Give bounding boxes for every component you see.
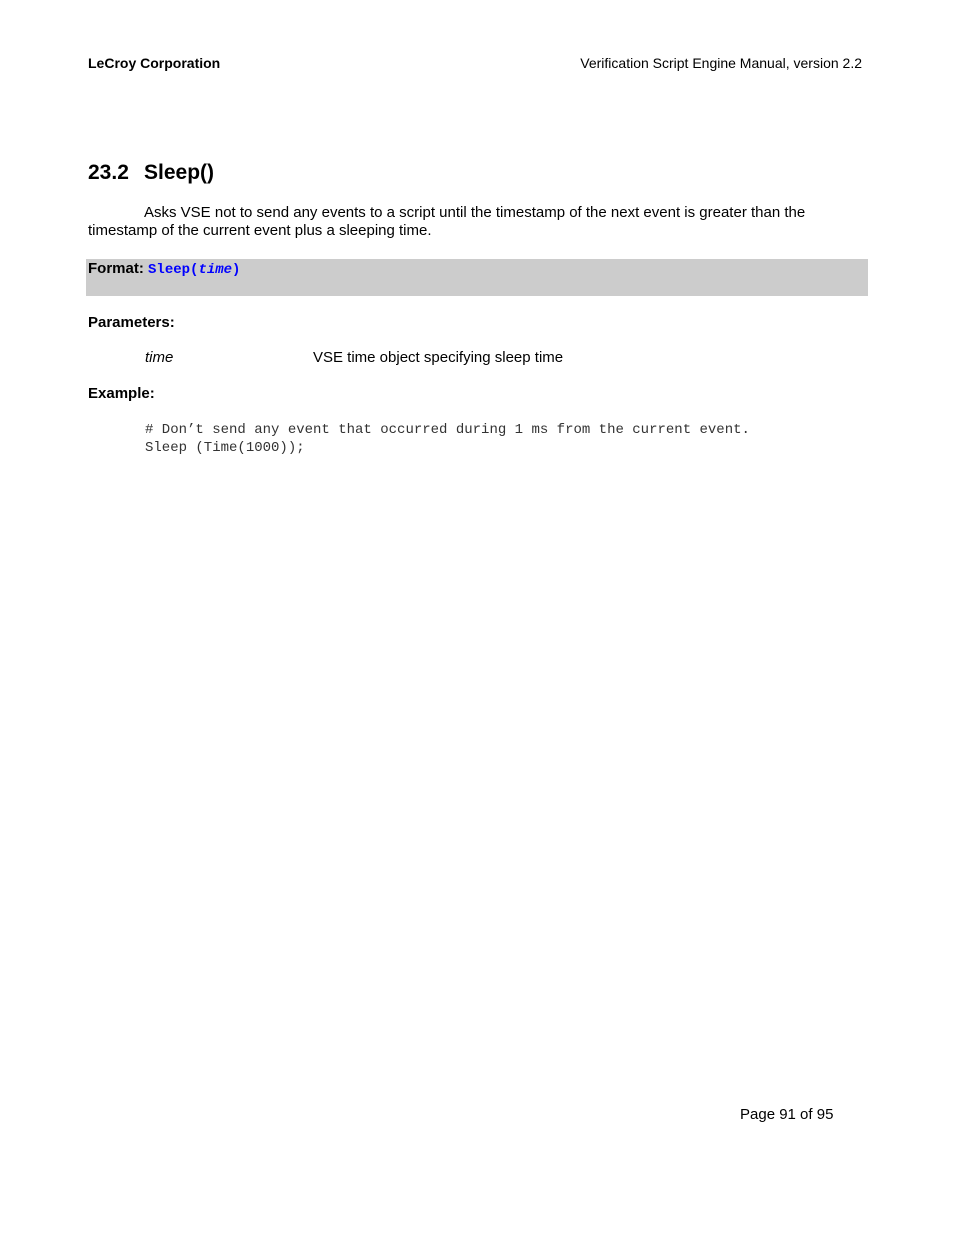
header-manual-title: Verification Script Engine Manual, version 2.2 <box>580 55 862 71</box>
parameter-description: VSE time object specifying sleep time <box>313 349 564 366</box>
section-number: 23.2 <box>88 161 129 184</box>
format-line <box>88 260 240 278</box>
example-label: Example: <box>88 385 155 402</box>
format-func: Sleep( <box>148 262 199 278</box>
code-line: Sleep (Time(1000)); <box>145 440 305 456</box>
section-title: Sleep() <box>144 161 215 184</box>
format-arg: time <box>198 262 233 278</box>
code-line: # Don’t send any event that occurred during 1 ms from the current event. <box>145 422 750 438</box>
format-label: Format: <box>88 260 144 277</box>
example-code <box>145 421 750 457</box>
header-company: LeCroy Corporation <box>88 55 221 71</box>
format-close: ) <box>232 262 241 278</box>
format-signature <box>148 262 240 278</box>
parameters-label: Parameters: <box>88 314 175 331</box>
page-number: Page 91 of 95 <box>740 1106 834 1123</box>
parameter-name: time <box>145 349 174 366</box>
section-heading <box>88 161 214 185</box>
section-description: Asks VSE not to send any events to a script until the timestamp of the next event is greater than the timestamp of the current event plus a sleeping time. <box>88 204 806 239</box>
